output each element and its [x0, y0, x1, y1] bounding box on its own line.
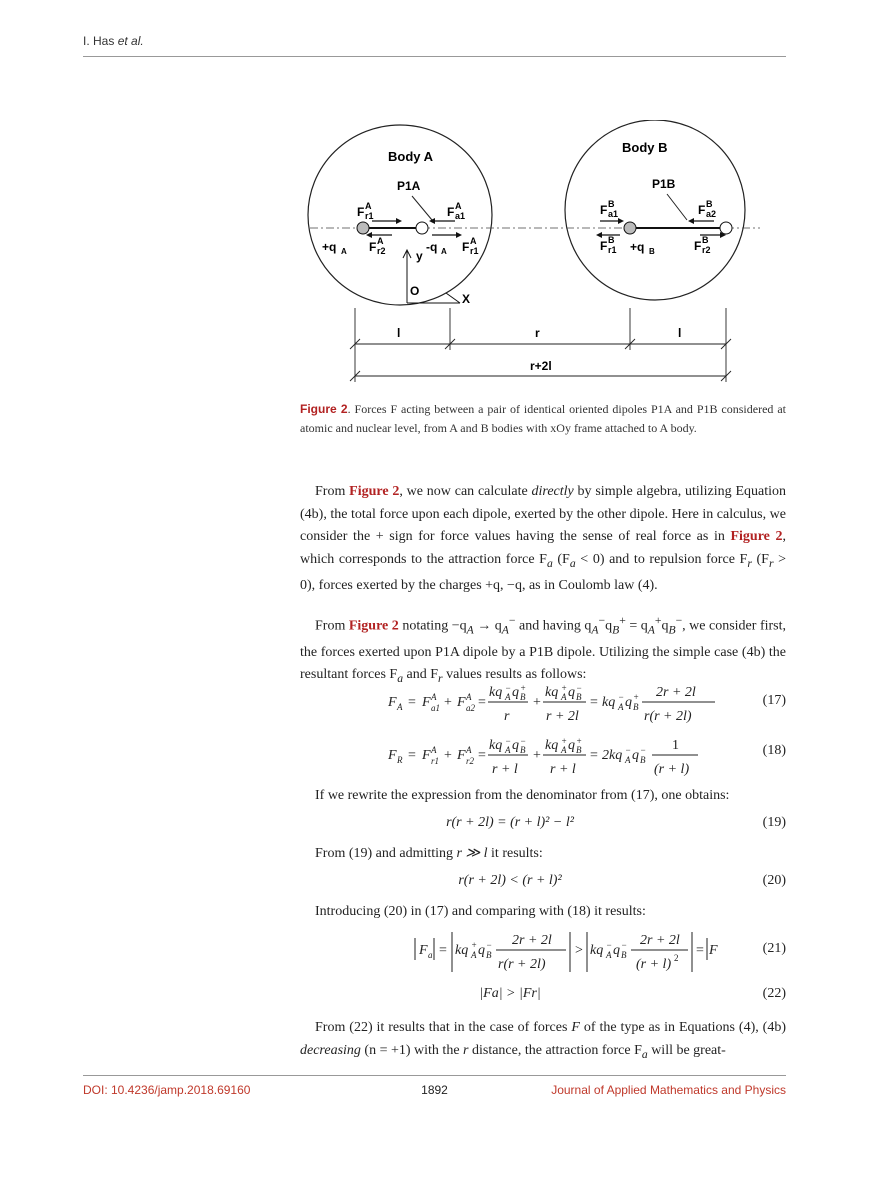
footer-doi[interactable]: DOI: 10.4236/jamp.2018.69160: [83, 1083, 251, 1097]
label-fr1-a: F: [357, 205, 365, 219]
charge-plus-qb: [624, 222, 636, 234]
svg-text:2r + 2l: 2r + 2l: [512, 933, 552, 948]
label-plus-qa: +q: [322, 240, 337, 254]
svg-text:−: −: [625, 745, 632, 755]
footer-divider: [83, 1075, 786, 1076]
svg-text:F: F: [388, 695, 397, 710]
svg-text:a: a: [428, 950, 433, 960]
paragraph-3: [300, 785, 786, 808]
svg-text:A: A: [505, 745, 511, 755]
equation-19-number: (19): [762, 815, 786, 830]
footer-page-number: 1892: [421, 1083, 448, 1097]
equation-21-formula: [300, 928, 720, 976]
figure-2-link-3[interactable]: Figure 2: [348, 618, 399, 634]
svg-text:q: q: [613, 943, 620, 958]
dim-label-r: r: [535, 326, 540, 340]
svg-text:B: B: [520, 692, 526, 702]
svg-text:B: B: [486, 950, 492, 960]
running-head: [83, 34, 144, 48]
p1-text-c: by simple algebra, utilizing Equation (4b), the total force upon each dipole, exerted by the other dipole. Here in calculus, we consider the + sign for force values having the sense of real force as in: [300, 484, 787, 544]
p1a-pointer: [412, 196, 432, 220]
label-fr2-b-sub: r2: [702, 245, 711, 255]
label-fr2-b: F: [694, 239, 702, 253]
svg-text:(r + l): (r + l): [636, 957, 672, 972]
svg-text:kq: kq: [489, 685, 503, 700]
svg-text:+: +: [633, 692, 640, 702]
p6-text-f: r: [463, 1042, 469, 1058]
svg-text:a1: a1: [431, 703, 440, 713]
svg-text:A: A: [561, 745, 567, 755]
svg-text:r(r + 2l): r(r + 2l): [498, 957, 546, 972]
paragraph-5: [300, 901, 786, 924]
svg-text:+: +: [576, 736, 583, 746]
svg-text:kq: kq: [455, 943, 469, 958]
svg-text:=: =: [590, 695, 598, 710]
p1-text-g: (F: [751, 551, 769, 567]
label-fa1-b: F: [600, 203, 608, 217]
label-fr1-b-sub: r1: [608, 245, 617, 255]
label-fr1-a-right-sup: A: [470, 236, 477, 246]
svg-text:A: A: [606, 950, 612, 960]
svg-text:r + l: r + l: [492, 762, 518, 777]
svg-text:q: q: [478, 943, 485, 958]
p1a-label: P1A: [397, 179, 421, 193]
figure-caption: [300, 400, 786, 437]
svg-text:A: A: [471, 950, 477, 960]
svg-text:−: −: [640, 745, 647, 755]
svg-text:r + 2l: r + 2l: [546, 709, 579, 724]
p2-text-j: values results as follows:: [442, 667, 587, 683]
footer-journal[interactable]: Journal of Applied Mathematics and Physics: [551, 1083, 786, 1097]
svg-text:−: −: [505, 683, 512, 693]
paragraph-6: From (22) it results that in the case of forces F of the type as in Equations (4), (4b) decreasing (n = +1) with the r distance, the attraction force $F_a$ will be great-: [300, 1020, 786, 1061]
svg-text:=: =: [696, 943, 704, 958]
label-fr2-a: F: [369, 240, 377, 254]
svg-text:−: −: [505, 736, 512, 746]
svg-text:A: A: [561, 692, 567, 702]
label-axis-y: y: [416, 249, 423, 263]
svg-text:2: 2: [674, 953, 679, 963]
svg-text:A: A: [466, 692, 472, 702]
svg-text:−: −: [486, 940, 493, 950]
svg-text:=: =: [408, 695, 416, 710]
label-origin: O: [410, 284, 420, 298]
p1-text-h: > 0), forces exerted by the charges +q, −q, as in Coulomb law (4).: [300, 551, 786, 593]
equation-20-number: (20): [762, 873, 786, 888]
figure-2-link-2[interactable]: Figure 2: [730, 529, 783, 544]
label-minus-qa: -q: [426, 240, 438, 254]
svg-text:+: +: [471, 940, 478, 950]
label-plus-qa-sub: A: [341, 247, 347, 256]
svg-text:q: q: [568, 738, 575, 753]
p2-text-e: q: [605, 618, 613, 634]
equation-22-formula: |Fa| > |Fr|: [479, 986, 541, 1001]
svg-text:A: A: [505, 692, 511, 702]
caption-text: . Forces F acting between a pair of identical oriented dipoles P1A and P1B considered at atomic and nuclear level, from A and B bodies with xOy frame attached to A body.: [300, 402, 786, 435]
p1-text-f: < 0) and to repulsion force F: [575, 551, 748, 567]
svg-text:q: q: [512, 738, 519, 753]
svg-text:r1: r1: [431, 756, 440, 766]
svg-text:F: F: [709, 943, 718, 958]
caption-label: Figure 2: [300, 402, 348, 416]
svg-text:−: −: [520, 736, 527, 746]
p1-text-b: , we now can calculate: [399, 484, 532, 499]
label-fa2-b: F: [698, 203, 706, 217]
svg-text:−: −: [618, 692, 625, 702]
svg-text:F: F: [422, 748, 431, 763]
p1b-label: P1B: [652, 177, 676, 191]
charge-minus-qb: [720, 222, 732, 234]
p6-text-c: of the type as in Equations (4), (4b): [579, 1020, 786, 1035]
equation-19-formula: r(r + 2l) = (r + l)² − l²: [446, 815, 574, 830]
header-divider: [83, 56, 786, 57]
p4-text-a: From (19) and admitting: [315, 846, 457, 861]
label-fa1-a: F: [447, 205, 455, 219]
svg-text:−: −: [606, 940, 613, 950]
svg-text:+: +: [444, 748, 452, 763]
svg-text:A: A: [397, 702, 403, 712]
svg-text:kq: kq: [590, 943, 604, 958]
figure-2-diagram: [300, 120, 790, 385]
svg-text:A: A: [618, 702, 624, 712]
p6-text-b: F: [571, 1020, 580, 1035]
label-fa1-a-sub: a1: [455, 211, 466, 221]
svg-text:q: q: [512, 685, 519, 700]
svg-text:B: B: [576, 692, 582, 702]
label-fr1-a-right-sub: r1: [470, 246, 479, 256]
svg-text:+: +: [561, 736, 568, 746]
svg-text:r + l: r + l: [550, 762, 576, 777]
svg-text:F: F: [419, 943, 428, 958]
label-fr1-a-right: F: [462, 240, 470, 254]
svg-text:A: A: [431, 745, 437, 755]
charge-minus-qa: [416, 222, 428, 234]
p3-text: If we rewrite the expression from the denominator from (17), one obtains:: [315, 788, 730, 803]
equation-21: [300, 928, 786, 972]
svg-text:kq: kq: [602, 695, 616, 710]
p6-text-g: distance, the attraction force F: [468, 1042, 642, 1058]
equation-21-number: (21): [762, 941, 786, 956]
p2-text-b: notating −q: [398, 618, 467, 634]
svg-text:+: +: [561, 683, 568, 693]
svg-text:=: =: [590, 748, 598, 763]
svg-text:q: q: [625, 695, 632, 710]
equation-17-number: (17): [762, 693, 786, 708]
equation-18-number: (18): [762, 743, 786, 758]
paragraph-2: From Figure 2 notating $-q_A \to q_A^-$ and having $q_A^-q_B^+ = q_A^+q_B^-$, we consider first, the forces exerted upon P1A dipole by a P1B dipole. Utilizing the simple case (4b) the resultant forces $F_a$ and $F_r$ values results as follows:: [300, 614, 787, 686]
svg-text:+: +: [533, 695, 541, 710]
paragraph-4: [300, 843, 786, 866]
p4-condition: r ≫ l: [456, 846, 488, 861]
p1-text-d: , which corresponds to the attraction force F: [300, 529, 786, 567]
dim-label-l-left: l: [397, 326, 401, 340]
svg-text:A: A: [625, 755, 631, 765]
p2-text-f: = q: [625, 618, 648, 634]
svg-text:F: F: [422, 695, 431, 710]
label-fr2-a-sup: A: [377, 236, 384, 246]
svg-text:kq: kq: [489, 738, 503, 753]
svg-text:q: q: [632, 748, 639, 763]
svg-text:A: A: [466, 745, 472, 755]
svg-text:−: −: [576, 683, 583, 693]
label-fa1-b-sup: B: [608, 199, 615, 209]
svg-text:kq: kq: [545, 738, 559, 753]
label-fr1-b: F: [600, 239, 608, 253]
svg-text:F: F: [457, 695, 466, 710]
dim-label-l-right: l: [678, 326, 682, 340]
equation-18-formula: [300, 733, 720, 781]
p6-decreasing: decreasing: [300, 1042, 361, 1058]
svg-text:A: A: [431, 692, 437, 702]
figure-2-link[interactable]: Figure 2: [349, 484, 400, 499]
svg-text:+: +: [533, 748, 541, 763]
svg-text:B: B: [633, 702, 639, 712]
p2-text-i: and F: [403, 667, 439, 683]
svg-text:B: B: [576, 745, 582, 755]
p2-text-g: q: [661, 618, 669, 634]
equation-17-formula: [300, 680, 720, 728]
svg-text:2r + 2l: 2r + 2l: [656, 685, 696, 700]
p2-text-h: , we consider first, the forces exerted upon P1A dipole by a P1B dipole. Utilizing the simple case (4b) the resultant forces F: [300, 618, 787, 683]
running-head-et-al: et al.: [117, 34, 144, 48]
equation-17: [300, 680, 786, 724]
p5-text: Introducing (20) in (17) and comparing with (18) it results:: [315, 904, 646, 919]
label-fr1-b-sup: B: [608, 235, 615, 245]
equation-18: [300, 733, 786, 777]
p6-text-h: will be great-: [647, 1042, 726, 1058]
p2-text-c: → q: [473, 618, 502, 634]
label-plus-qb: +q: [630, 240, 645, 254]
svg-text:>: >: [575, 943, 583, 958]
svg-text:R: R: [397, 755, 403, 765]
svg-text:=: =: [478, 748, 486, 763]
svg-text:B: B: [640, 755, 646, 765]
svg-text:(r + l): (r + l): [654, 762, 690, 777]
svg-text:1: 1: [672, 738, 679, 753]
svg-text:r: r: [504, 709, 510, 724]
p1-text-e: (F: [552, 551, 570, 567]
equation-22-number: (22): [762, 986, 786, 1001]
label-fa1-b-sub: a1: [608, 209, 619, 219]
p4-text-c: it results:: [487, 846, 543, 861]
svg-text:kq: kq: [545, 685, 559, 700]
charge-plus-qa: [357, 222, 369, 234]
svg-text:a2: a2: [466, 703, 475, 713]
svg-text:−: −: [621, 940, 628, 950]
svg-text:q: q: [568, 685, 575, 700]
label-fr1-a-sup: A: [365, 201, 372, 211]
svg-text:2kq: 2kq: [602, 748, 623, 763]
svg-text:=: =: [408, 748, 416, 763]
p1-directly: directly: [531, 484, 574, 499]
p1b-pointer: [667, 194, 687, 220]
running-head-authors: I. Has: [83, 34, 115, 48]
label-plus-qb-sub: B: [649, 247, 655, 256]
svg-text:=: =: [478, 695, 486, 710]
svg-text:F: F: [457, 748, 466, 763]
p6-text-a: From (22) it results that in the case of forces: [315, 1020, 572, 1035]
svg-text:r2: r2: [466, 756, 475, 766]
paragraph-1: From Figure 2, we now can calculate directly by simple algebra, utilizing Equation (4b), the total force upon each dipole, exerted by the other dipole. Here in calculus, we consider the + sign for force values having the sense of real force as in Figure 2, which corresponds to the attraction force $F_a$ $(F_a < 0)$ and to repulsion force $F_r$ $(F_r > 0)$, forces exerted by the charges +q, −q, as in Coulomb law (4).: [300, 484, 787, 593]
p6-text-e: (n = +1) with the: [360, 1042, 464, 1058]
body-b-label: Body B: [622, 140, 668, 155]
svg-text:+: +: [444, 695, 452, 710]
svg-text:B: B: [621, 950, 627, 960]
svg-text:F: F: [388, 748, 397, 763]
svg-text:+: +: [520, 683, 527, 693]
svg-text:2r + 2l: 2r + 2l: [640, 933, 680, 948]
label-fr1-a-sub: r1: [365, 211, 374, 221]
label-fa2-b-sup: B: [706, 199, 713, 209]
body-a-label: Body A: [388, 149, 434, 164]
label-fr2-a-sub: r2: [377, 246, 386, 256]
label-axis-x: X: [462, 292, 471, 306]
svg-text:r(r + 2l): r(r + 2l): [644, 709, 692, 724]
p2-text-a: From: [315, 618, 349, 634]
p2-text-d: and having q: [515, 618, 592, 634]
label-fa1-a-sup: A: [455, 201, 462, 211]
equation-20-formula: r(r + 2l) < (r + l)²: [458, 873, 562, 888]
label-fr2-b-sup: B: [702, 235, 709, 245]
p1-text-a: From: [315, 484, 350, 499]
svg-text:B: B: [520, 745, 526, 755]
label-minus-qa-sub: A: [441, 247, 447, 256]
label-fa2-b-sub: a2: [706, 209, 717, 219]
svg-text:=: =: [439, 943, 447, 958]
dim-label-r2l: r+2l: [530, 359, 552, 373]
